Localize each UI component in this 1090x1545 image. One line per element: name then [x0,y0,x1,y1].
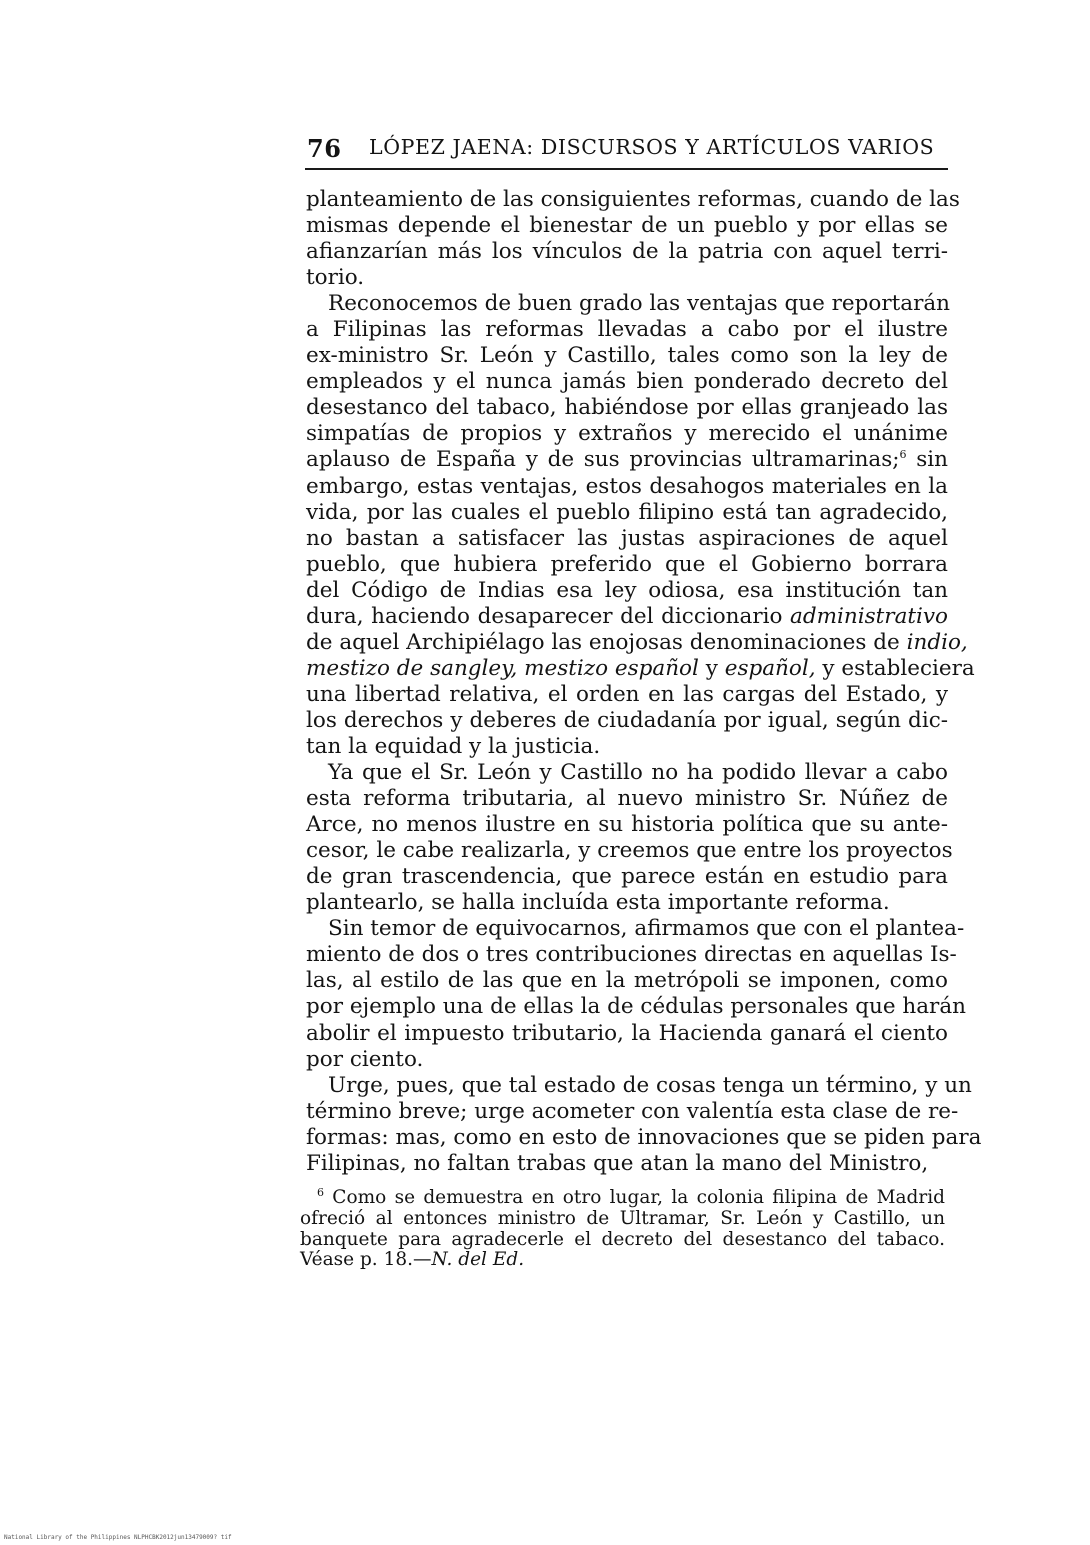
text-line [306,578,948,604]
text-line [300,1185,945,1209]
text-span: y [698,655,725,681]
text-line [306,239,948,265]
text-line [306,604,948,630]
text-span: a Filipinas las reformas llevadas a cabo por el ilustre [306,317,948,343]
text-span: Filipinas, no faltan trabas que atan la mano del Ministro, [306,1150,929,1176]
text-line [306,1021,948,1047]
text-span: administrativo [790,603,948,629]
text-span: cesor, le cabe realizarla, y creemos que entre los proyectos [306,838,953,864]
text-line [306,421,948,447]
text-line [306,708,948,734]
text-span: las, al estilo de las que en la metrópoli se imponen, como [306,968,948,994]
text-line [306,864,948,890]
text-line [306,1124,982,1151]
text-span: por ciento. [306,1046,424,1072]
text-span: de gran trascendencia, que parece están en estudio para [306,864,948,890]
text-span: una libertad relativa, el orden en las cargas del Estado, y [306,681,948,707]
text-line [306,786,948,812]
text-span: N. del Ed. [431,1249,525,1271]
text-span: sin [906,447,948,473]
text-line [306,1151,948,1177]
text-span: Reconocemos de buen grado las ventajas que reportarán [328,291,951,317]
text-span: Arce, no menos ilustre en su historia política que su ante- [306,812,948,838]
text-span: esta reforma tributaria, al nuevo ministro Sr. Núñez de [306,786,948,812]
text-span: aplauso de España y de sus provincias ultramarinas; [306,447,900,473]
page-number: 76 [307,134,342,163]
text-line [306,655,975,682]
text-span: afianzarían más los vínculos de la patria con aquel terri- [306,239,948,265]
text-span: empleados y el nunca jamás bien ponderado decreto del [306,369,948,395]
text-span: no bastan a satisfacer las justas aspiraciones de aquel [306,525,948,551]
text-span: y estableciera [815,655,975,681]
text-span: desestanco del tabaco, habiéndose por ellas granjeado las [306,395,948,421]
text-span: los derechos y deberes de ciudadanía por igual, según dic- [306,707,948,733]
text-span: Urge, pues, que tal estado de cosas tenga un término, y un [328,1072,972,1098]
text-line [306,968,948,994]
footnote-mark: 6 [317,1185,324,1199]
text-span: de aquel Archipiélago las enojosas denominaciones de [306,629,907,655]
text-span: torio. [306,265,365,291]
text-line [306,838,953,864]
text-line [306,526,948,552]
text-span: Sin temor de equivocarnos, afirmamos que con el plantea- [328,916,965,942]
page-header [305,128,948,170]
text-line [306,474,948,500]
text-span: plantearlo, se halla incluída esta importante reforma. [306,890,890,916]
text-span: miento de dos o tres contribuciones directas en aquellas Is- [306,942,957,968]
running-title: LÓPEZ JAENA: DISCURSOS Y ARTÍCULOS VARIOS [369,135,935,159]
text-span: del Código de Indias esa ley odiosa, esa institución tan [306,577,948,603]
text-line [306,812,948,838]
paragraph [306,916,967,1072]
text-span: Como se demuestra en otro lugar, la colonia filipina de Madrid [324,1187,945,1208]
text-span: español, [724,655,816,681]
footnote-mark: 6 [899,448,907,462]
text-line [306,317,948,343]
text-span: vida, por las cuales el pueblo filipino está tan agradecido, [306,499,948,525]
text-line [306,500,948,526]
text-line [306,1047,948,1073]
text-span: Ya que el Sr. León y Castillo no ha podido llevar a cabo [328,760,948,786]
text-line [306,1098,959,1125]
text-line [306,734,948,760]
text-line [306,265,948,291]
text-span: simpatías de propios y extraños y merecido el unánime [306,421,948,447]
text-span: embargo, estas ventajas, estos desahogos materiales en la [306,473,948,499]
text-line [306,369,948,395]
text-line [306,629,968,656]
footnotes [300,1185,945,1271]
text-line [306,1072,972,1099]
paragraph [306,1072,982,1177]
paragraph [306,187,960,291]
text-line [306,187,960,213]
text-span: mismas depende el bienestar de un pueblo y por ellas se [306,213,948,239]
text-line [300,1250,945,1271]
text-line [306,291,951,317]
text-line [306,682,948,708]
text-span: formas: mas, como en esto de innovaciones que se piden para [306,1124,982,1150]
text-line [306,395,948,421]
text-span: abolir el impuesto tributario, la Hacienda ganará el ciento [306,1020,948,1046]
text-span: planteamiento de las consiguientes reformas, cuando de las [306,187,960,212]
text-span: tan la equidad y la justicia. [306,733,601,759]
scan-stamp: National Library of the Philippines NLPHCBK2012jun13479009? tif [4,1534,232,1541]
text-line [306,916,965,942]
text-line [306,213,948,239]
text-span: Véase p. 18.— [300,1249,432,1271]
text-line [306,942,957,968]
text-line [306,447,948,473]
text-line [300,1209,945,1230]
text-span: dura, haciendo desaparecer del diccionario [306,603,791,629]
text-line [306,890,948,916]
footnote [300,1185,945,1271]
text-span: término breve; urge acometer con valentía esta clase de re- [306,1098,959,1124]
text-span: indio, [906,629,968,655]
paragraph [306,760,953,916]
paragraph [306,291,975,760]
text-line [306,760,948,786]
text-line [306,552,948,578]
text-span: pueblo, que hubiera preferido que el Gobierno borrara [306,551,948,577]
text-span: banquete para agradecerle el decreto del desestanco del tabaco. [300,1228,945,1250]
text-span: ofreció al entonces ministro de Ultramar, Sr. León y Castillo, un [300,1207,945,1229]
text-span: mestizo de sangley, mestizo español [306,655,699,681]
body-text [306,187,982,1177]
text-line [306,343,948,369]
text-span: por ejemplo una de ellas la de cédulas personales que harán [306,994,967,1020]
text-line [300,1230,945,1251]
text-span: ex-ministro Sr. León y Castillo, tales como son la ley de [306,343,948,369]
text-line [306,994,967,1020]
